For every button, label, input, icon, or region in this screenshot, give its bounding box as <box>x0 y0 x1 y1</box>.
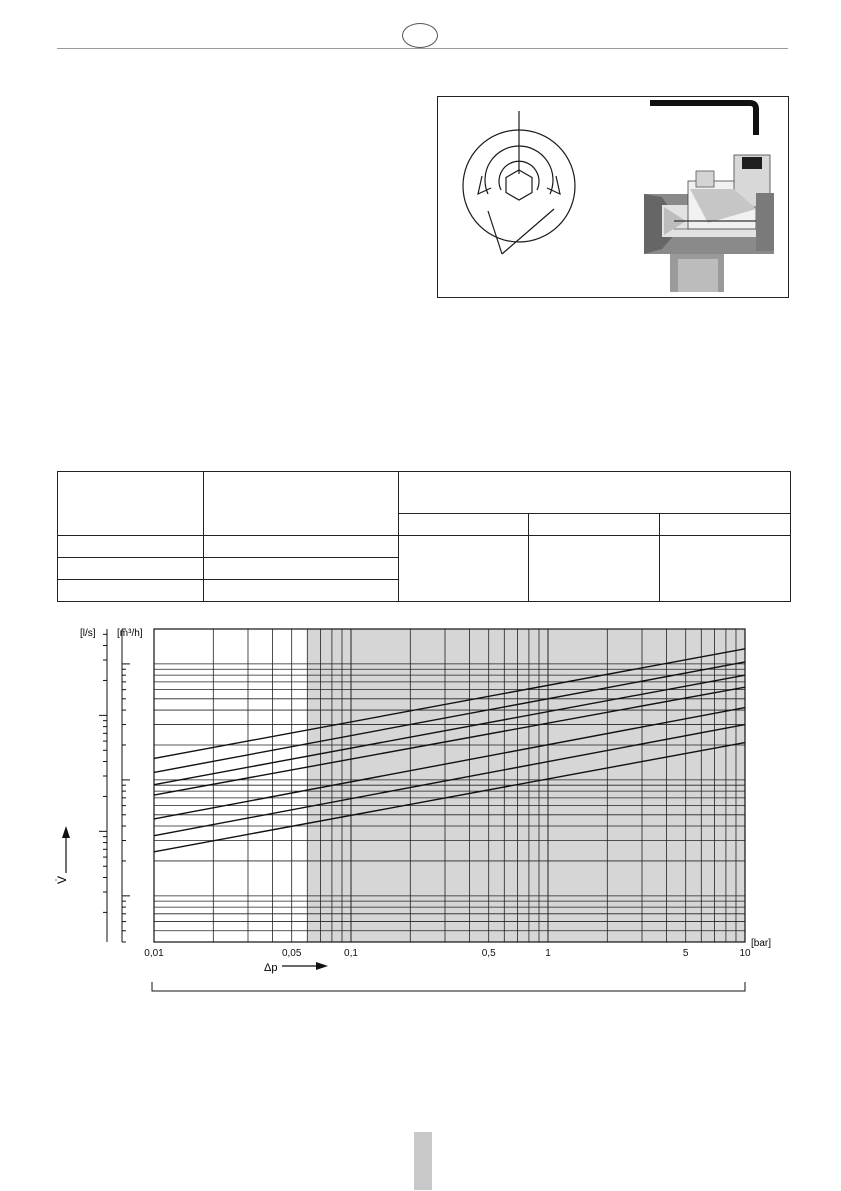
x-tick-label: 0,05 <box>281 948 302 959</box>
x-tick-label: 10 <box>739 948 751 959</box>
x-arrow-head <box>316 962 328 970</box>
y-unit-left-label: [l/s] <box>80 628 96 639</box>
x-tick-label: 0,01 <box>144 948 164 959</box>
x-symbol-label: Δp <box>264 962 278 974</box>
x-tick-label: 1 <box>545 948 551 959</box>
x-tick-label: 0,5 <box>481 948 496 959</box>
x-unit-label: [bar] <box>751 938 772 949</box>
y-unit-right-label: [m³/h] <box>117 628 143 639</box>
page-tab <box>414 1132 432 1190</box>
x-tick-label: 5 <box>682 948 689 959</box>
x-tick-label: 0,1 <box>344 948 358 959</box>
y-arrow-head <box>62 826 70 838</box>
y-symbol-label: V̇ <box>55 875 69 884</box>
bottom-bracket <box>152 982 745 991</box>
